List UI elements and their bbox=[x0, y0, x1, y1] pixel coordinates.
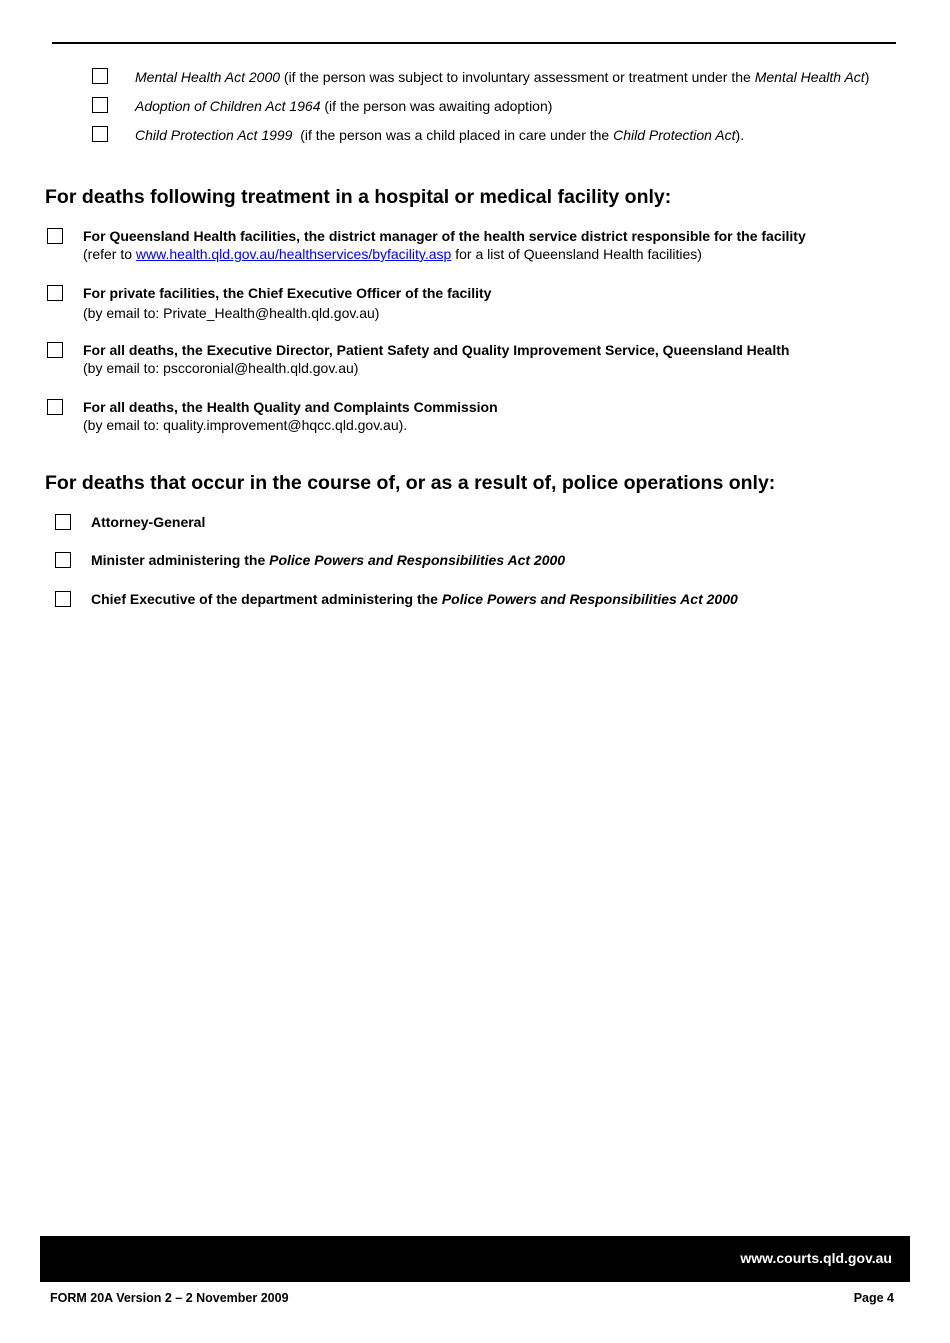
option-title bbox=[91, 590, 738, 608]
act-desc-end: ). bbox=[735, 127, 745, 143]
act-name: Police Powers and Responsibilities Act 2000 bbox=[441, 591, 738, 607]
checkbox-mental-health-act[interactable] bbox=[92, 68, 108, 84]
checkbox-hqcc[interactable] bbox=[47, 399, 63, 415]
title-text: Chief Executive of the department administering the bbox=[91, 591, 442, 607]
act-desc: (if the person was awaiting adoption) bbox=[320, 98, 553, 114]
act-name: Mental Health Act bbox=[754, 69, 865, 85]
act-desc: (if the person was a child placed in care under the bbox=[292, 127, 614, 143]
act-option-label bbox=[135, 126, 744, 144]
checkbox-private-facilities[interactable] bbox=[47, 285, 63, 301]
option-title: Attorney-General bbox=[91, 514, 206, 530]
hospital-heading: For deaths following treatment in a hospital or medical facility only: bbox=[45, 186, 672, 208]
checkbox-chief-executive[interactable] bbox=[55, 591, 71, 607]
checkbox-child-protection-act[interactable] bbox=[92, 126, 108, 142]
option-detail bbox=[83, 245, 702, 263]
top-rule bbox=[52, 42, 896, 44]
option-detail: (by email to: quality.improvement@hqcc.qld.gov.au). bbox=[83, 417, 408, 433]
detail-pre: (refer to bbox=[83, 246, 136, 262]
option-title: For Queensland Health facilities, the district manager of the health service district responsible for the facility bbox=[83, 228, 806, 244]
act-option-label bbox=[135, 68, 869, 86]
act-desc: (if the person was subject to involuntary assessment or treatment under the bbox=[280, 69, 755, 85]
act-desc-end: ) bbox=[864, 69, 870, 85]
footer-url: www.courts.qld.gov.au bbox=[740, 1250, 892, 1266]
option-detail: (by email to: Private_Health@health.qld.gov.au) bbox=[83, 305, 380, 321]
act-name: Child Protection Act 1999 bbox=[135, 127, 293, 143]
checkbox-executive-director[interactable] bbox=[47, 342, 63, 358]
option-detail: (by email to: psccoronial@health.qld.gov.au) bbox=[83, 360, 359, 376]
checkbox-qld-health[interactable] bbox=[47, 228, 63, 244]
act-name: Child Protection Act bbox=[613, 127, 736, 143]
option-title: For private facilities, the Chief Executive Officer of the facility bbox=[83, 285, 492, 301]
option-title: For all deaths, the Health Quality and Complaints Commission bbox=[83, 399, 498, 415]
checkbox-attorney-general[interactable] bbox=[55, 514, 71, 530]
title-text: Minister administering the bbox=[91, 552, 270, 568]
checkbox-minister[interactable] bbox=[55, 552, 71, 568]
option-title: For all deaths, the Executive Director, Patient Safety and Quality Improvement Service, Queensland Health bbox=[83, 342, 790, 358]
page-number: Page 4 bbox=[853, 1291, 894, 1305]
act-option-label bbox=[135, 97, 552, 115]
form-version: FORM 20A Version 2 – 2 November 2009 bbox=[50, 1291, 289, 1305]
act-name: Mental Health Act 2000 bbox=[135, 69, 281, 85]
facility-link[interactable]: www.health.qld.gov.au/healthservices/byfacility.asp bbox=[135, 246, 452, 262]
act-name: Police Powers and Responsibilities Act 2000 bbox=[269, 552, 566, 568]
police-heading: For deaths that occur in the course of, or as a result of, police operations only: bbox=[45, 472, 776, 494]
detail-post: for a list of Queensland Health facilities) bbox=[451, 246, 702, 262]
option-title bbox=[91, 551, 565, 569]
act-name: Adoption of Children Act 1964 bbox=[135, 98, 321, 114]
checkbox-adoption-act[interactable] bbox=[92, 97, 108, 113]
